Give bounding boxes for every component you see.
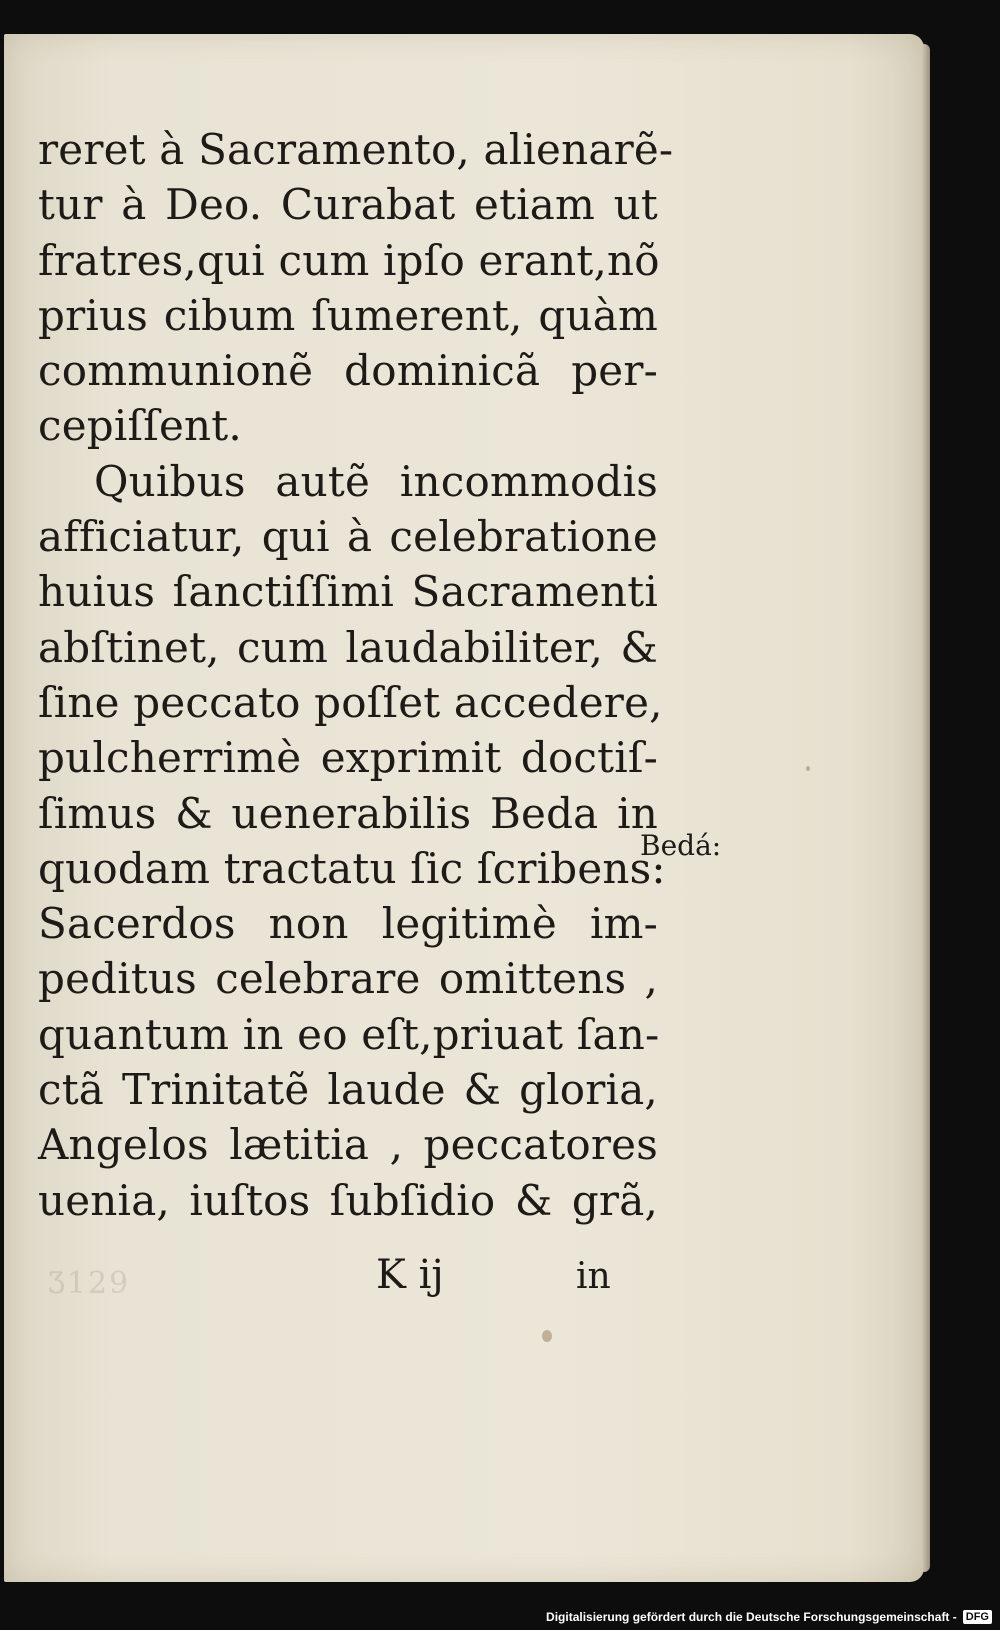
- page-edge: [922, 44, 930, 1572]
- footer-credit: Digitalisierung gefördert durch die Deutsche Forschungsgemeinschaft -: [546, 1610, 957, 1624]
- text-line-13: ſimus & uenerabilis Beda in: [38, 788, 658, 838]
- text-line-3: fratres,qui cum ipſo erant,nõ: [38, 235, 660, 285]
- marginal-note: Bedá:: [640, 829, 722, 862]
- text-line-18: ctã Trinitatẽ laude & gloria,: [38, 1065, 658, 1115]
- text-line-19: Angelos lætitia , peccatores: [38, 1120, 658, 1170]
- text-line-20: uenia, iuſtos ſubſidio & grã,: [38, 1175, 658, 1225]
- text-line-5: communionẽ dominicã per-: [38, 346, 658, 396]
- text-line-17: quantum in eo eſt,priuat ſan-: [38, 1009, 660, 1059]
- digitization-footer: [546, 1610, 992, 1624]
- text-line-1: reret à Sacramento, alienarẽ-: [38, 125, 674, 174]
- text-line-4: prius cibum ſumerent, quàm: [38, 290, 658, 340]
- text-line-8: afficiatur, qui à celebratione: [38, 512, 658, 562]
- text-line-12: pulcherrimè exprimit doctiſ-: [38, 733, 658, 783]
- text-line-2: tur à Deo. Curabat etiam ut: [38, 180, 658, 230]
- text-line-6: cepiſſent.: [38, 401, 242, 451]
- text-line-14: quodam tractatu ſic ſcribens:: [38, 843, 666, 893]
- paper-stain: [806, 766, 810, 771]
- catchword: in: [576, 1256, 611, 1297]
- text-line-10: abſtinet, cum laudabiliter, &: [38, 622, 658, 672]
- text-line-7: Quibus autẽ incommodis: [94, 456, 658, 506]
- text-line-9: huius ſanctiſſimi Sacramenti: [38, 567, 658, 617]
- signature-mark: K ij: [376, 1252, 444, 1298]
- body-text: [38, 122, 674, 1228]
- paper-stain: [542, 1330, 552, 1342]
- text-line-11: ſine peccato poſſet accedere,: [38, 677, 663, 727]
- text-line-16: peditus celebrare omittens ,: [38, 954, 658, 1004]
- text-line-15: Sacerdos non legitimè im-: [38, 899, 658, 949]
- bleed-through-text: Ʒ129: [48, 1266, 131, 1301]
- book-page: [4, 34, 924, 1582]
- dfg-logo: DFG: [963, 1610, 992, 1624]
